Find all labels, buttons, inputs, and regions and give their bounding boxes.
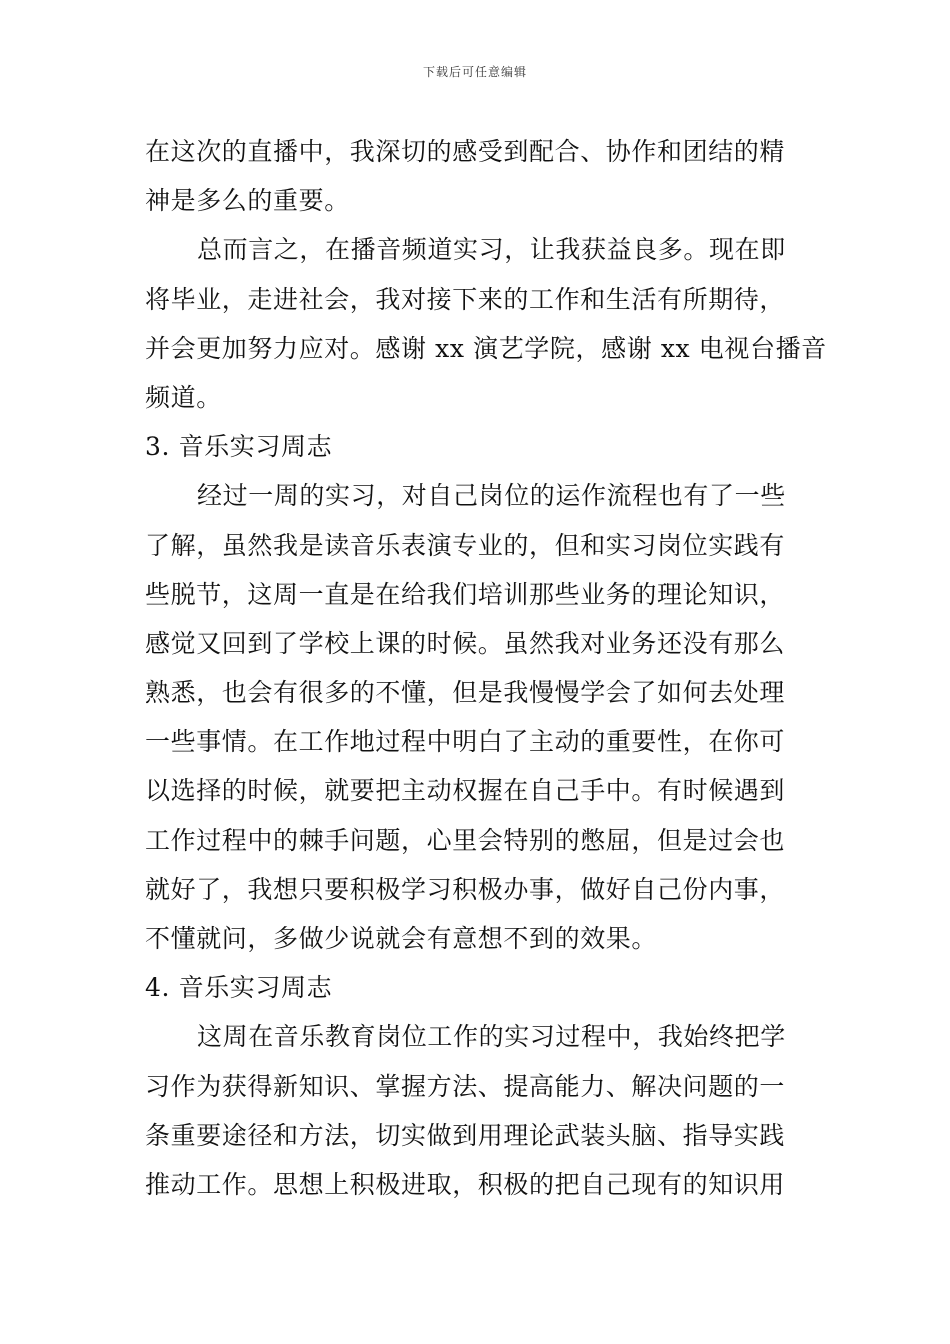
text-line: 将毕业，走进社会，我对接下来的工作和生活有所期待， bbox=[145, 284, 786, 314]
text-line: 4. 音乐实习周志 bbox=[145, 973, 333, 1003]
text-line: 就好了，我想只要积极学习积极办事，做好自己份内事， bbox=[145, 874, 786, 904]
text-line: 总而言之，在播音频道实习，让我获益良多。现在即 bbox=[197, 235, 786, 265]
text-line: 在这次的直播中，我深切的感受到配合、协作和团结的精 bbox=[145, 137, 786, 166]
text-line: 并会更加努力应对。感谢 xx 演艺学院，感谢 xx 电视台播音 bbox=[145, 333, 827, 363]
text-line: 频道。 bbox=[145, 382, 222, 412]
text-line: 不懂就问，多做少说就会有意想不到的效果。 bbox=[145, 924, 658, 953]
text-line: 条重要途径和方法，切实做到用理论武装头脑、指导实践 bbox=[145, 1120, 786, 1150]
page-header-note: 下载后可任意编辑 bbox=[422, 65, 527, 79]
text-line: 经过一周的实习，对自己岗位的运作流程也有了一些 bbox=[197, 481, 786, 511]
document-body bbox=[145, 127, 827, 1209]
text-line: 以选择的时候，就要把主动权握在自己手中。有时候遇到 bbox=[145, 776, 786, 806]
text-line: 些脱节，这周一直是在给我们培训那些业务的理论知识， bbox=[145, 579, 786, 609]
text-line: 习作为获得新知识、掌握方法、提高能力、解决问题的一 bbox=[145, 1071, 786, 1101]
text-line: 这周在音乐教育岗位工作的实习过程中，我始终把学 bbox=[197, 1022, 786, 1052]
text-line: 工作过程中的棘手问题，心里会特别的憋屈，但是过会也 bbox=[145, 825, 786, 855]
text-line: 推动工作。思想上积极进取，积极的把自己现有的知识用 bbox=[145, 1169, 786, 1199]
text-line: 了解，虽然我是读音乐表演专业的，但和实习岗位实践有 bbox=[145, 530, 786, 560]
text-line: 熟悉，也会有很多的不懂，但是我慢慢学会了如何去处理 bbox=[145, 678, 786, 708]
text-line: 神是多么的重要。 bbox=[145, 186, 350, 216]
text-line: 3. 音乐实习周志 bbox=[145, 432, 333, 462]
text-line: 感觉又回到了学校上课的时候。虽然我对业务还没有那么 bbox=[145, 628, 786, 658]
text-line: 一些事情。在工作地过程中明白了主动的重要性，在你可 bbox=[145, 727, 786, 757]
